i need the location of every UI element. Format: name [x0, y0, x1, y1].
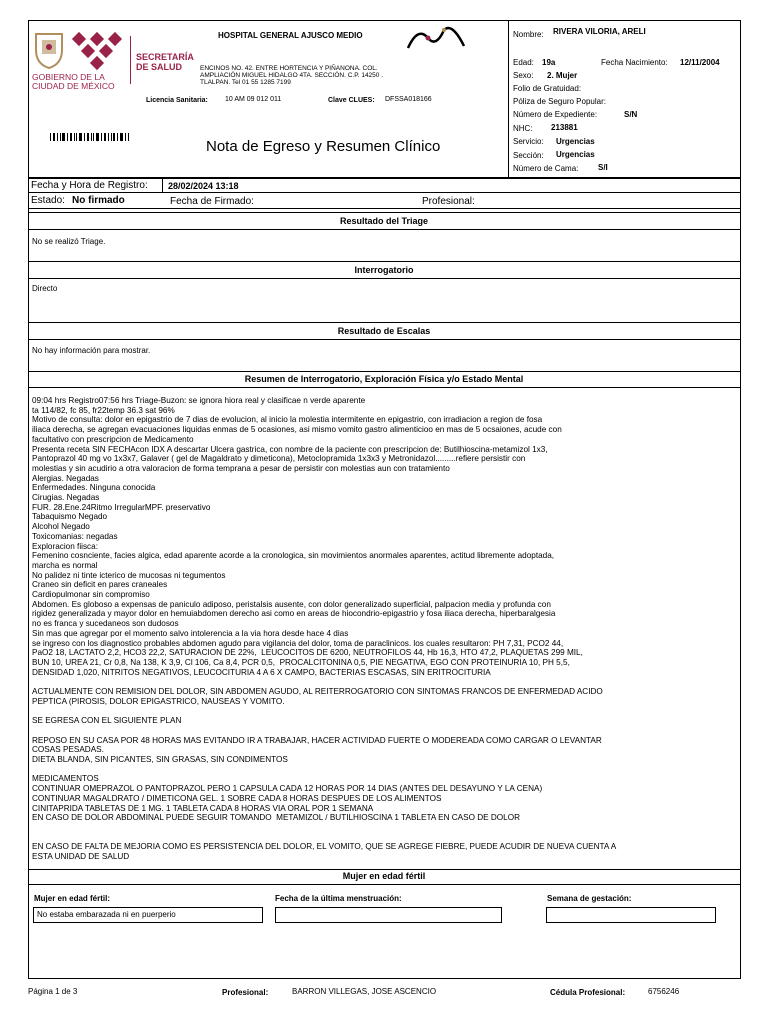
- profesional-label: Profesional:: [422, 196, 475, 207]
- address-line2: AMPLIACIÓN MIGUEL HIDALGO 4TA. SECCIÓN. C.P. 14250 .: [200, 72, 384, 79]
- gobierno-line2: CIUDAD DE MÉXICO: [32, 81, 115, 91]
- edad-value: 19a: [542, 58, 556, 67]
- interrogatorio-title: Interrogatorio: [354, 265, 414, 275]
- servicio-label: Servicio:: [513, 137, 544, 146]
- clues-value: DFSSA018166: [385, 96, 432, 103]
- hospital-logo: [406, 24, 504, 54]
- hospital-emblem-icon: [406, 24, 466, 52]
- sexo-label: Sexo:: [513, 71, 534, 80]
- triage-title: Resultado del Triage: [339, 216, 429, 226]
- registro-rule: [28, 192, 741, 193]
- escalas-text: No hay información para mostrar.: [32, 346, 151, 355]
- triage-top-rule: [28, 212, 741, 213]
- semana-label: Semana de gestación:: [547, 894, 632, 903]
- nombre-value: RIVERA VILORIA, ARELI: [553, 27, 646, 36]
- mujer-bottom-rule: [28, 884, 741, 885]
- fecha-nac-label: Fecha Nacimiento:: [601, 58, 668, 67]
- folio-label: Folio de Gratuidad:: [513, 84, 582, 93]
- nhc-label: NHC:: [513, 124, 533, 133]
- escalas-title: Resultado de Escalas: [337, 326, 431, 336]
- expediente-label: Número de Expediente:: [513, 110, 598, 119]
- secretaria-line1: SECRETARÍA: [136, 52, 194, 62]
- fecha-registro-value: 28/02/2024 13:18: [168, 181, 239, 191]
- fum-field[interactable]: [275, 907, 502, 923]
- triage-text: No se realizó Triage.: [32, 237, 106, 246]
- interrogatorio-top-rule: [28, 261, 741, 262]
- footer-profesional-value: BARRON VILLEGAS, JOSE ASCENCIO: [292, 987, 437, 996]
- fecha-nac-value: 12/11/2004: [680, 58, 720, 67]
- triage-bottom-rule: [28, 229, 741, 230]
- cdmx-logo: [32, 30, 136, 92]
- sexo-value: 2. Mujer: [547, 71, 578, 80]
- edad-label: Edad:: [513, 58, 534, 67]
- interrogatorio-bottom-rule: [28, 278, 741, 279]
- cedula-label: Cédula Profesional:: [550, 988, 626, 997]
- mujer-edad-fertil-value: No estaba embarazada ni en puerperio: [37, 910, 176, 919]
- registro-divider: [162, 178, 163, 192]
- document-title: Nota de Egreso y Resumen Clínico: [206, 138, 441, 155]
- fecha-firmado-label: Fecha de Firmado:: [170, 196, 254, 207]
- resumen-bottom-rule: [28, 387, 741, 388]
- coat-of-arms-icon: [32, 30, 66, 70]
- estado-value: No firmado: [72, 195, 125, 206]
- mujer-edad-fertil-label: Mujer en edad fértil:: [34, 894, 111, 903]
- barcode-icon: [50, 133, 130, 141]
- seccion-value: Urgencias: [556, 150, 595, 159]
- cama-label: Número de Cama:: [513, 164, 579, 173]
- gobierno-line1: GOBIERNO DE LA: [32, 72, 105, 82]
- fecha-registro-label: Fecha y Hora de Registro:: [31, 180, 148, 191]
- licencia-value: 10 AM 09 012 011: [225, 96, 282, 103]
- secretaria-line2: DE SALUD: [136, 62, 183, 72]
- estado-label: Estado:: [31, 195, 65, 206]
- cdmx-emblem-icon: [68, 30, 126, 74]
- escalas-bottom-rule: [28, 339, 741, 340]
- hospital-name: HOSPITAL GENERAL AJUSCO MEDIO: [218, 31, 363, 40]
- barcode: [50, 128, 130, 136]
- address-line1: ENCINOS NO. 42. ENTRE HORTENCIA Y PIÑANONA. COL.: [200, 65, 378, 72]
- interrogatorio-text: Directo: [32, 284, 58, 293]
- licencia-label: Licencia Sanitaria:: [146, 97, 208, 104]
- footer-profesional-label: Profesional:: [222, 988, 269, 997]
- resumen-top-rule: [28, 371, 741, 372]
- resumen-title: Resumen de Interrogatorio, Exploración Física y/o Estado Mental: [244, 374, 524, 384]
- mujer-edad-fertil-field[interactable]: [33, 907, 263, 923]
- servicio-value: Urgencias: [556, 137, 595, 146]
- nombre-label: Nombre:: [513, 30, 544, 39]
- poliza-label: Póliza de Seguro Popular:: [513, 97, 606, 106]
- address-line3: TLALPAN. Tel 01 55 1285 7199: [200, 79, 291, 86]
- nhc-value: 213881: [551, 123, 578, 132]
- escalas-top-rule: [28, 322, 741, 323]
- cama-value: S/I: [598, 163, 608, 172]
- semana-field[interactable]: [546, 907, 716, 923]
- mujer-top-rule: [28, 869, 741, 870]
- fum-label: Fecha de la última menstruación:: [275, 894, 402, 903]
- resumen-text: 09:04 hrs Registro07:56 hrs Triage-Buzon: se ignora hiora real y clasificae n verde aparente ta 114/82, fc 85, fr22temp 36.3 sat 96% Motivo de consulta: dolor en epigastrio de 7 dias de evolucion, al inicio la molestia intermitente en epigastrio, con irradiacion a region de fosa iliaca derecha, se agregan evacuaciones liquidas enmas de 5 ocasiones, asi mismo vomito gastro alimenticioo en mas de 5 ocsaiones, acude con facultativo con prescripcion de Medicamento Presenta receta SIN FECHAcon IDX A descartar Ulcera gastrica, con nombre de la paciente con prescripcion de: Butilhioscina-metamizol 1x3, Pantoprazol 40 mg vo 1x3x7, Galaver ( gel de Magaldrato y dimeticona), Metoclopramida 1x3x3 y Metronidazol.........refiere persistir con molestias y sin acudirio a otra valoracion de forma temprana a pesar de persistir con molestias aun con tratamiento Alergias. Negadas Enfermedades. Ninguna conocida Cirugias. Negadas FUR. 28.Ene.24Ritmo IrregularMPF. preservativo Tabaquismo Negado Alcohol Negado Toxicomanias: negadas Exploracion fiisca: Femenino cosnciente, facies algica, edad aparente acorde a la cronologica, sin movimientos anormales aparentes, actitud libremente adoptada, marcha es normal No palidez ni tinte icterico de mucosas ni tegumentos Craneo sin deficit en pares craneales Cardiopulmonar sin compromiso Abdomen. Es globoso a expensas de paniculo adiposo, peristalsis ausente, con dolor generalizado superficial, palpacion media y profunda con rigidez generalizada y mayor dolor en hemuiabdomen derecho asi como en areas de hiocondrio-epigastrio y fosa iliaca derecha, hiperbaralgesia no es franca y sucedaneos son dudosos Sin mas que agregar por el momento salvo intolerencia a la via hora desde hace 4 dias se ingreso con los diagnostico probables abdomen agudo para vigilancia del dolor, toma de paraclinicos. los cuales resultaron: PH 7,31, PCO2 44, PaO2 18, LACTATO 2,2, HCO3 22,2, SATURACION DE 22%, LEUCOCITOS DE 6200, NEUTROFILOS 44, Hb 16,3, HTO 47,2, PLAQUETAS 299 MIL, BUN 10, UREA 21, Cr 0,8, Na 138, K 3,9, Cl 106, Ca 8,4, PCR 0,5, PROCALCITONINA 0,5, PIE NEGATIVA, EGO CON PROTEINURIA 10, PH 5,5, DENSIDAD 1,020, NITRITOS NEGATIVOS, LEUCOCITURIA 4 A 6 X CAMPO, BACTERIAS ESCASAS, SIN ERITROCITURIA ACTUALMENTE CON REMISION DEL DOLOR, SIN ABDOMEN AGUDO, AL REITERROGATORIO CON SINTOMAS FRANCOS DE ENFERMEDAD ACIDO PEPTICA (PIROSIS, DOLOR EPIGASTRICO, NAUSEAS Y VOMITO. SE EGRESA CON EL SIGUIENTE PLAN REPOSO EN SU CASA POR 48 HORAS MAS EVITANDO IR A TRABAJAR, HACER ACTIVIDAD FUERTE O MODEREADA COMO CARGAR O LEVANTAR COSAS PESADAS. DIETA BLANDA, SIN PICANTES, SIN GRASAS, SIN CONDIMENTOS MEDICAMENTOS CONTINUAR OMEPRAZOL O PANTOPRAZOL PERO 1 CAPSULA CADA 12 HORAS POR 14 DIAS (ANTES DEL DESAYUNO Y LA CENA) CONTINUAR MAGALDRATO / DIMETICONA GEL. 1 SOBRE CADA 8 HORAS DESPUES DE LOS ALIMENTOS CINITAPRIDA TABLETAS DE 1 MG. 1 TABLETA CADA 8 HORAS VIA ORAL POR 1 SEMANA EN CASO DE DOLOR ABDOMINAL PUEDE SEGUIR TOMANDO METAMIZOL / BUTILHIOSCINA 1 TABLETA EN CASO DE DOLOR EN CASO DE FALTA DE MEJORIA COMO ES PERSISTENCIA DEL DOLOR, EL VOMITO, QUE SE AGREGE FIEBRE, PUEDE ACUDIR DE NUEVA CUENTA A ESTA UNIDAD DE SALUD: [32, 396, 617, 862]
- clues-label: Clave CLUES:: [328, 97, 375, 104]
- header-divider: [508, 20, 509, 178]
- estado-rule: [28, 208, 741, 209]
- page-number: Página 1 de 3: [28, 987, 78, 996]
- seccion-label: Sección:: [513, 151, 544, 160]
- logo-divider: [130, 36, 131, 84]
- cedula-value: 6756246: [648, 987, 680, 996]
- expediente-value: S/N: [624, 110, 638, 119]
- mujer-title: Mujer en edad fértil: [342, 871, 426, 881]
